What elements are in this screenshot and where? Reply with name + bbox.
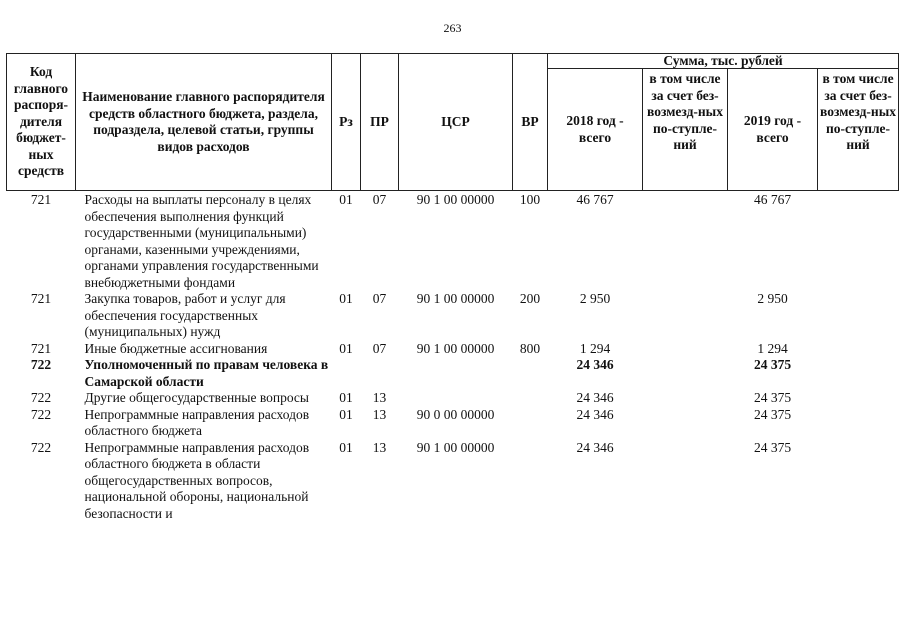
row-sum-2019: 24 375	[753, 439, 792, 455]
row-free-2018	[643, 440, 728, 523]
row-sum-2018: 1 294	[579, 340, 611, 356]
row-code: 722	[30, 406, 52, 422]
row-free-2019	[818, 341, 899, 358]
header-2018-free: в том числе за счет без-возмезд-ных по-ступле-ний	[643, 69, 728, 191]
page-number: 263	[443, 21, 462, 35]
table-row	[7, 407, 899, 440]
header-code: Код главного распоря-дителя бюджет-ных средств	[7, 54, 76, 191]
table-row	[7, 191, 899, 292]
row-rz: 01	[339, 439, 353, 455]
row-csr	[399, 357, 513, 390]
budget-table	[6, 53, 899, 522]
header-csr: ЦСР	[399, 54, 513, 191]
row-sum-2019: 24 375	[753, 390, 792, 405]
row-free-2019	[818, 390, 899, 407]
header-vr: ВР	[513, 54, 548, 191]
row-sum-2019: 2 950	[757, 291, 788, 306]
row-sum-2019: 1 294	[757, 340, 788, 356]
row-code: 721	[30, 291, 52, 306]
row-csr: 90 0 00 00000	[416, 406, 495, 422]
header-2018-total: 2018 год - всего	[548, 69, 643, 191]
row-sum-2018: 24 346	[576, 357, 614, 372]
row-name: Уполномоченный по правам человека в Самарской области	[84, 357, 329, 389]
header-pr: ПР	[361, 54, 399, 191]
row-rz: 01	[339, 390, 353, 405]
row-csr: 90 1 00 00000	[416, 439, 495, 455]
row-vr: 100	[519, 192, 541, 207]
row-rz: 01	[339, 340, 353, 356]
table-row	[7, 390, 899, 407]
header-2019-free: в том числе за счет без-возмезд-ных по-ступле-ний	[818, 69, 899, 191]
row-sum-2019: 24 375	[753, 357, 792, 372]
header-rz: Рз	[332, 54, 361, 191]
row-pr: 13	[372, 439, 387, 455]
row-rz	[332, 357, 361, 390]
table-row	[7, 341, 899, 358]
table-row	[7, 291, 899, 341]
row-vr: 800	[519, 340, 541, 356]
row-vr	[513, 390, 548, 407]
row-free-2019	[818, 407, 899, 440]
row-free-2019	[818, 440, 899, 523]
row-name: Непрограммные направления расходов областного бюджета	[84, 406, 310, 438]
row-sum-2019: 24 375	[753, 406, 792, 422]
row-free-2018	[643, 291, 728, 341]
row-sum-2018: 2 950	[579, 291, 611, 306]
row-code: 722	[30, 390, 52, 405]
row-pr: 13	[372, 390, 387, 405]
row-name: Расходы на выплаты персоналу в целях обеспечения выполнения функций государственными (муниципальными) органами, казенными учреждениями, органами управления государственными внебюджетными фондами	[84, 192, 319, 290]
row-sum-2018: 24 346	[576, 439, 614, 455]
table-body	[7, 191, 899, 523]
row-sum-2018: 46 767	[576, 192, 614, 207]
row-free-2018	[643, 357, 728, 390]
row-free-2019	[818, 291, 899, 341]
row-rz: 01	[339, 291, 353, 306]
row-code: 721	[30, 192, 52, 207]
row-free-2019	[818, 191, 899, 292]
row-vr: 200	[519, 291, 541, 306]
row-name: Закупка товаров, работ и услуг для обеспечения государственных (муниципальных) нужд	[84, 291, 286, 339]
header-2019-total: 2019 год - всего	[728, 69, 818, 191]
row-vr	[513, 407, 548, 440]
row-code: 722	[30, 357, 52, 372]
row-rz: 01	[339, 192, 353, 207]
row-name: Другие общегосударственные вопросы	[84, 390, 309, 405]
row-csr: 90 1 00 00000	[416, 291, 495, 306]
table-header	[7, 54, 899, 191]
row-free-2019	[818, 357, 899, 390]
row-free-2018	[643, 341, 728, 358]
row-name: Непрограммные направления расходов областного бюджета в области общегосударственных вопросов, национальной обороны, национальной безопасности и	[84, 439, 310, 521]
row-sum-2018: 24 346	[576, 390, 614, 405]
table-row	[7, 440, 899, 523]
row-csr: 90 1 00 00000	[416, 340, 495, 356]
row-vr	[513, 357, 548, 390]
row-rz: 01	[339, 406, 353, 422]
row-vr	[513, 440, 548, 523]
row-csr: 90 1 00 00000	[416, 192, 495, 207]
row-name: Иные бюджетные ассигнования	[84, 340, 268, 356]
row-free-2018	[643, 407, 728, 440]
row-free-2018	[643, 390, 728, 407]
row-pr: 07	[372, 192, 387, 207]
header-name: Наименование главного распорядителя средств областного бюджета, раздела, подраздела, целевой статьи, группы видов расходов	[76, 54, 332, 191]
row-pr: 07	[372, 340, 387, 356]
row-free-2018	[643, 191, 728, 292]
row-code: 722	[30, 439, 52, 455]
row-sum-2019: 46 767	[753, 192, 792, 207]
row-csr	[399, 390, 513, 407]
row-code: 721	[30, 340, 52, 356]
row-pr	[361, 357, 399, 390]
table-row	[7, 357, 899, 390]
row-sum-2018: 24 346	[576, 406, 614, 422]
header-sum: Сумма, тыс. рублей	[548, 54, 899, 69]
row-pr: 13	[372, 406, 387, 422]
row-pr: 07	[372, 291, 387, 306]
